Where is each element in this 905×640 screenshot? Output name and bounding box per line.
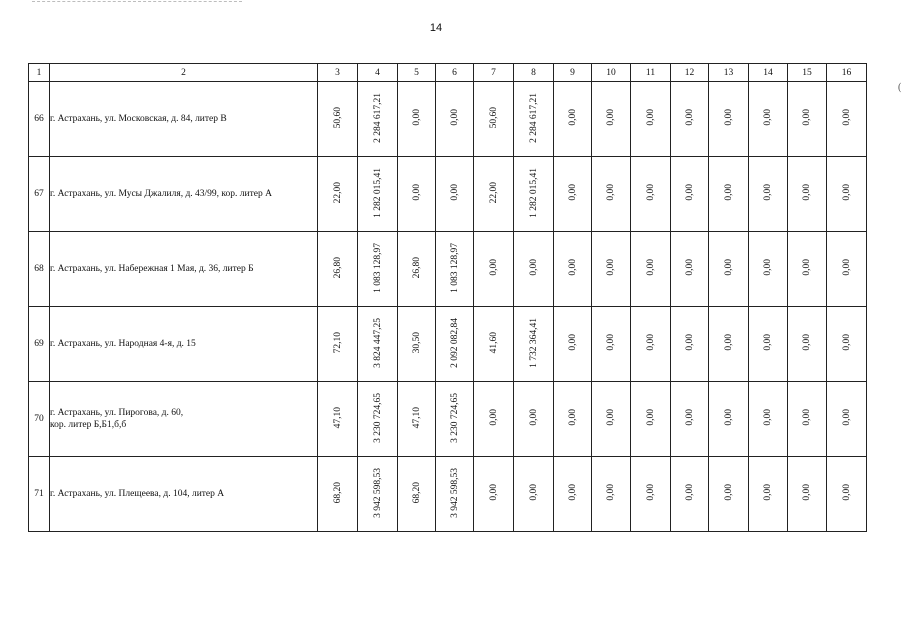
value-cell	[709, 457, 749, 532]
value-text: 0,00	[567, 484, 578, 501]
column-header: 4	[358, 64, 398, 82]
value-text: 68,20	[411, 481, 422, 504]
value-cell	[592, 82, 631, 157]
value-text: 0,00	[763, 334, 773, 351]
value-text: 0,00	[567, 184, 578, 201]
value-text: 0,00	[606, 334, 616, 351]
value-text: 3 942 598,53	[449, 467, 460, 518]
value-cell	[554, 307, 592, 382]
value-cell	[749, 232, 788, 307]
value-cell	[318, 82, 358, 157]
value-text: 22,00	[488, 181, 499, 204]
value-cell	[436, 232, 474, 307]
value-text: 0,00	[723, 409, 734, 426]
value-cell	[358, 457, 398, 532]
address-cell: г. Астрахань, ул. Московская, д. 84, литер В	[50, 82, 318, 157]
value-text: 3 824 447,25	[372, 317, 383, 368]
value-text: 0,00	[802, 184, 812, 201]
value-text: 1 282 015,41	[372, 167, 383, 218]
address-cell: г. Астрахань, ул. Плещеева, д. 104, литер А	[50, 457, 318, 532]
column-header: 16	[827, 64, 867, 82]
value-cell	[398, 307, 436, 382]
value-cell	[318, 382, 358, 457]
value-cell	[749, 157, 788, 232]
value-cell	[788, 307, 827, 382]
value-text: 0,00	[684, 184, 695, 201]
value-text: 0,00	[645, 184, 656, 201]
table-row	[29, 82, 867, 157]
row-number: 71	[29, 457, 50, 532]
value-text: 41,60	[488, 331, 499, 354]
value-cell	[671, 232, 709, 307]
value-text: 2 284 617,21	[372, 92, 383, 143]
value-cell	[358, 307, 398, 382]
value-cell	[749, 307, 788, 382]
value-cell	[709, 82, 749, 157]
value-text: 0,00	[802, 259, 812, 276]
value-text: 0,00	[645, 409, 656, 426]
value-cell	[554, 157, 592, 232]
value-text: 2 092 082,84	[449, 317, 460, 368]
value-cell	[827, 82, 867, 157]
value-cell	[398, 82, 436, 157]
column-header: 13	[709, 64, 749, 82]
value-text: 68,20	[332, 481, 343, 504]
value-text: 0,00	[763, 109, 773, 126]
value-text: 0,00	[488, 484, 499, 501]
value-text: 0,00	[684, 334, 695, 351]
column-header: 1	[29, 64, 50, 82]
value-text: 0,00	[567, 259, 578, 276]
value-text: 1 282 015,41	[528, 167, 539, 218]
value-cell	[671, 307, 709, 382]
value-text: 0,00	[528, 484, 539, 501]
value-text: 0,00	[645, 109, 656, 126]
value-cell	[514, 82, 554, 157]
column-header: 14	[749, 64, 788, 82]
value-cell	[709, 382, 749, 457]
value-cell	[474, 82, 514, 157]
column-header: 11	[631, 64, 671, 82]
value-text: 0,00	[684, 409, 695, 426]
value-text: 0,00	[528, 259, 539, 276]
table-row	[29, 157, 867, 232]
value-text: 0,00	[606, 109, 616, 126]
value-text: 0,00	[684, 484, 695, 501]
value-cell	[631, 82, 671, 157]
column-header: 2	[50, 64, 318, 82]
value-text: 0,00	[802, 484, 812, 501]
value-text: 0,00	[841, 184, 852, 201]
value-cell	[398, 232, 436, 307]
value-cell	[398, 457, 436, 532]
value-cell	[749, 457, 788, 532]
value-cell	[827, 157, 867, 232]
value-text: 26,80	[411, 256, 422, 279]
value-text: 47,10	[411, 406, 422, 429]
value-cell	[474, 232, 514, 307]
table-row	[29, 307, 867, 382]
top-edge-rule	[32, 1, 242, 2]
value-text: 0,00	[645, 334, 656, 351]
value-cell	[631, 232, 671, 307]
value-text: 0,00	[723, 334, 734, 351]
column-header: 12	[671, 64, 709, 82]
value-text: 0,00	[841, 109, 852, 126]
value-text: 0,00	[841, 409, 852, 426]
value-cell	[358, 232, 398, 307]
value-cell	[709, 307, 749, 382]
address-line: г. Астрахань, ул. Пирогова, д. 60,	[50, 408, 184, 418]
value-cell	[749, 382, 788, 457]
value-cell	[671, 82, 709, 157]
value-text: 30,50	[411, 331, 422, 354]
row-number: 68	[29, 232, 50, 307]
value-cell	[318, 307, 358, 382]
page-number: 14	[429, 22, 443, 34]
value-cell	[474, 307, 514, 382]
address-cell	[50, 382, 318, 457]
column-header: 7	[474, 64, 514, 82]
value-cell	[827, 382, 867, 457]
value-text: 3 942 598,53	[372, 467, 383, 518]
value-cell	[788, 82, 827, 157]
row-number: 69	[29, 307, 50, 382]
value-text: 0,00	[488, 259, 499, 276]
value-cell	[358, 382, 398, 457]
edge-mark: (	[898, 82, 902, 93]
value-text: 0,00	[763, 484, 773, 501]
value-cell	[788, 232, 827, 307]
value-cell	[827, 457, 867, 532]
value-cell	[436, 82, 474, 157]
value-cell	[554, 232, 592, 307]
value-cell	[514, 307, 554, 382]
value-cell	[709, 232, 749, 307]
value-cell	[749, 82, 788, 157]
value-text: 2 284 617,21	[528, 92, 539, 143]
value-cell	[358, 157, 398, 232]
value-cell	[514, 382, 554, 457]
column-header: 15	[788, 64, 827, 82]
value-text: 0,00	[606, 259, 616, 276]
value-cell	[631, 457, 671, 532]
value-text: 1 083 128,97	[449, 242, 460, 293]
value-cell	[827, 307, 867, 382]
value-text: 0,00	[841, 259, 852, 276]
value-text: 0,00	[684, 109, 695, 126]
value-cell	[474, 157, 514, 232]
row-number: 67	[29, 157, 50, 232]
row-number: 70	[29, 382, 50, 457]
value-text: 0,00	[645, 259, 656, 276]
value-text: 0,00	[449, 184, 460, 201]
value-cell	[671, 157, 709, 232]
value-cell	[671, 457, 709, 532]
value-text: 0,00	[606, 184, 616, 201]
value-cell	[398, 382, 436, 457]
value-text: 0,00	[645, 484, 656, 501]
value-text: 0,00	[802, 109, 812, 126]
value-text: 1 732 364,41	[528, 317, 539, 368]
value-cell	[436, 307, 474, 382]
value-cell	[514, 157, 554, 232]
value-cell	[631, 157, 671, 232]
value-text: 3 230 724,65	[449, 392, 460, 443]
value-cell	[554, 457, 592, 532]
column-header: 8	[514, 64, 554, 82]
value-text: 0,00	[841, 484, 852, 501]
table-header-row	[29, 64, 867, 82]
value-text: 0,00	[723, 484, 734, 501]
value-cell	[514, 457, 554, 532]
value-cell	[514, 232, 554, 307]
value-cell	[398, 157, 436, 232]
value-text: 50,60	[332, 106, 343, 129]
column-header: 3	[318, 64, 358, 82]
value-cell	[436, 157, 474, 232]
value-text: 1 083 128,97	[372, 242, 383, 293]
value-text: 0,00	[684, 259, 695, 276]
value-text: 47,10	[332, 406, 343, 429]
value-cell	[788, 157, 827, 232]
table-row	[29, 457, 867, 532]
value-text: 0,00	[802, 409, 812, 426]
value-text: 0,00	[567, 109, 578, 126]
value-text: 3 230 724,65	[372, 392, 383, 443]
value-text: 0,00	[763, 259, 773, 276]
value-text: 0,00	[763, 184, 773, 201]
value-cell	[436, 382, 474, 457]
value-cell	[631, 307, 671, 382]
column-header: 6	[436, 64, 474, 82]
value-text: 0,00	[488, 409, 499, 426]
value-cell	[788, 382, 827, 457]
value-text: 0,00	[528, 409, 539, 426]
value-cell	[631, 382, 671, 457]
value-text: 72,10	[332, 331, 343, 354]
column-header: 10	[592, 64, 631, 82]
value-cell	[318, 157, 358, 232]
address-cell: г. Астрахань, ул. Мусы Джалиля, д. 43/99, кор. литер А	[50, 157, 318, 232]
value-text: 0,00	[802, 334, 812, 351]
value-cell	[554, 382, 592, 457]
value-cell	[592, 307, 631, 382]
value-text: 0,00	[841, 334, 852, 351]
value-text: 0,00	[763, 409, 773, 426]
property-table	[28, 63, 867, 532]
value-text: 22,00	[332, 181, 343, 204]
value-cell	[592, 157, 631, 232]
value-text: 0,00	[411, 184, 422, 201]
value-cell	[827, 232, 867, 307]
column-header: 9	[554, 64, 592, 82]
value-text: 50,60	[488, 106, 499, 129]
value-cell	[788, 457, 827, 532]
address-cell: г. Астрахань, ул. Набережная 1 Мая, д. 36, литер Б	[50, 232, 318, 307]
value-text: 0,00	[606, 409, 616, 426]
value-text: 0,00	[723, 109, 734, 126]
address-cell: г. Астрахань, ул. Народная 4-я, д. 15	[50, 307, 318, 382]
value-text: 0,00	[606, 484, 616, 501]
value-text: 26,80	[332, 256, 343, 279]
address-line: кор. литер Б,Б1,б,б	[50, 420, 127, 430]
column-header: 5	[398, 64, 436, 82]
value-text: 0,00	[723, 184, 734, 201]
value-text: 0,00	[567, 409, 578, 426]
value-cell	[554, 82, 592, 157]
value-text: 0,00	[449, 109, 460, 126]
table-row	[29, 232, 867, 307]
value-cell	[671, 382, 709, 457]
value-cell	[592, 232, 631, 307]
value-cell	[592, 457, 631, 532]
value-cell	[436, 457, 474, 532]
value-cell	[709, 157, 749, 232]
value-cell	[318, 457, 358, 532]
row-number: 66	[29, 82, 50, 157]
table-row	[29, 382, 867, 457]
value-cell	[592, 382, 631, 457]
value-cell	[474, 382, 514, 457]
value-text: 0,00	[723, 259, 734, 276]
value-text: 0,00	[411, 109, 422, 126]
value-text: 0,00	[567, 334, 578, 351]
value-cell	[358, 82, 398, 157]
value-cell	[318, 232, 358, 307]
value-cell	[474, 457, 514, 532]
